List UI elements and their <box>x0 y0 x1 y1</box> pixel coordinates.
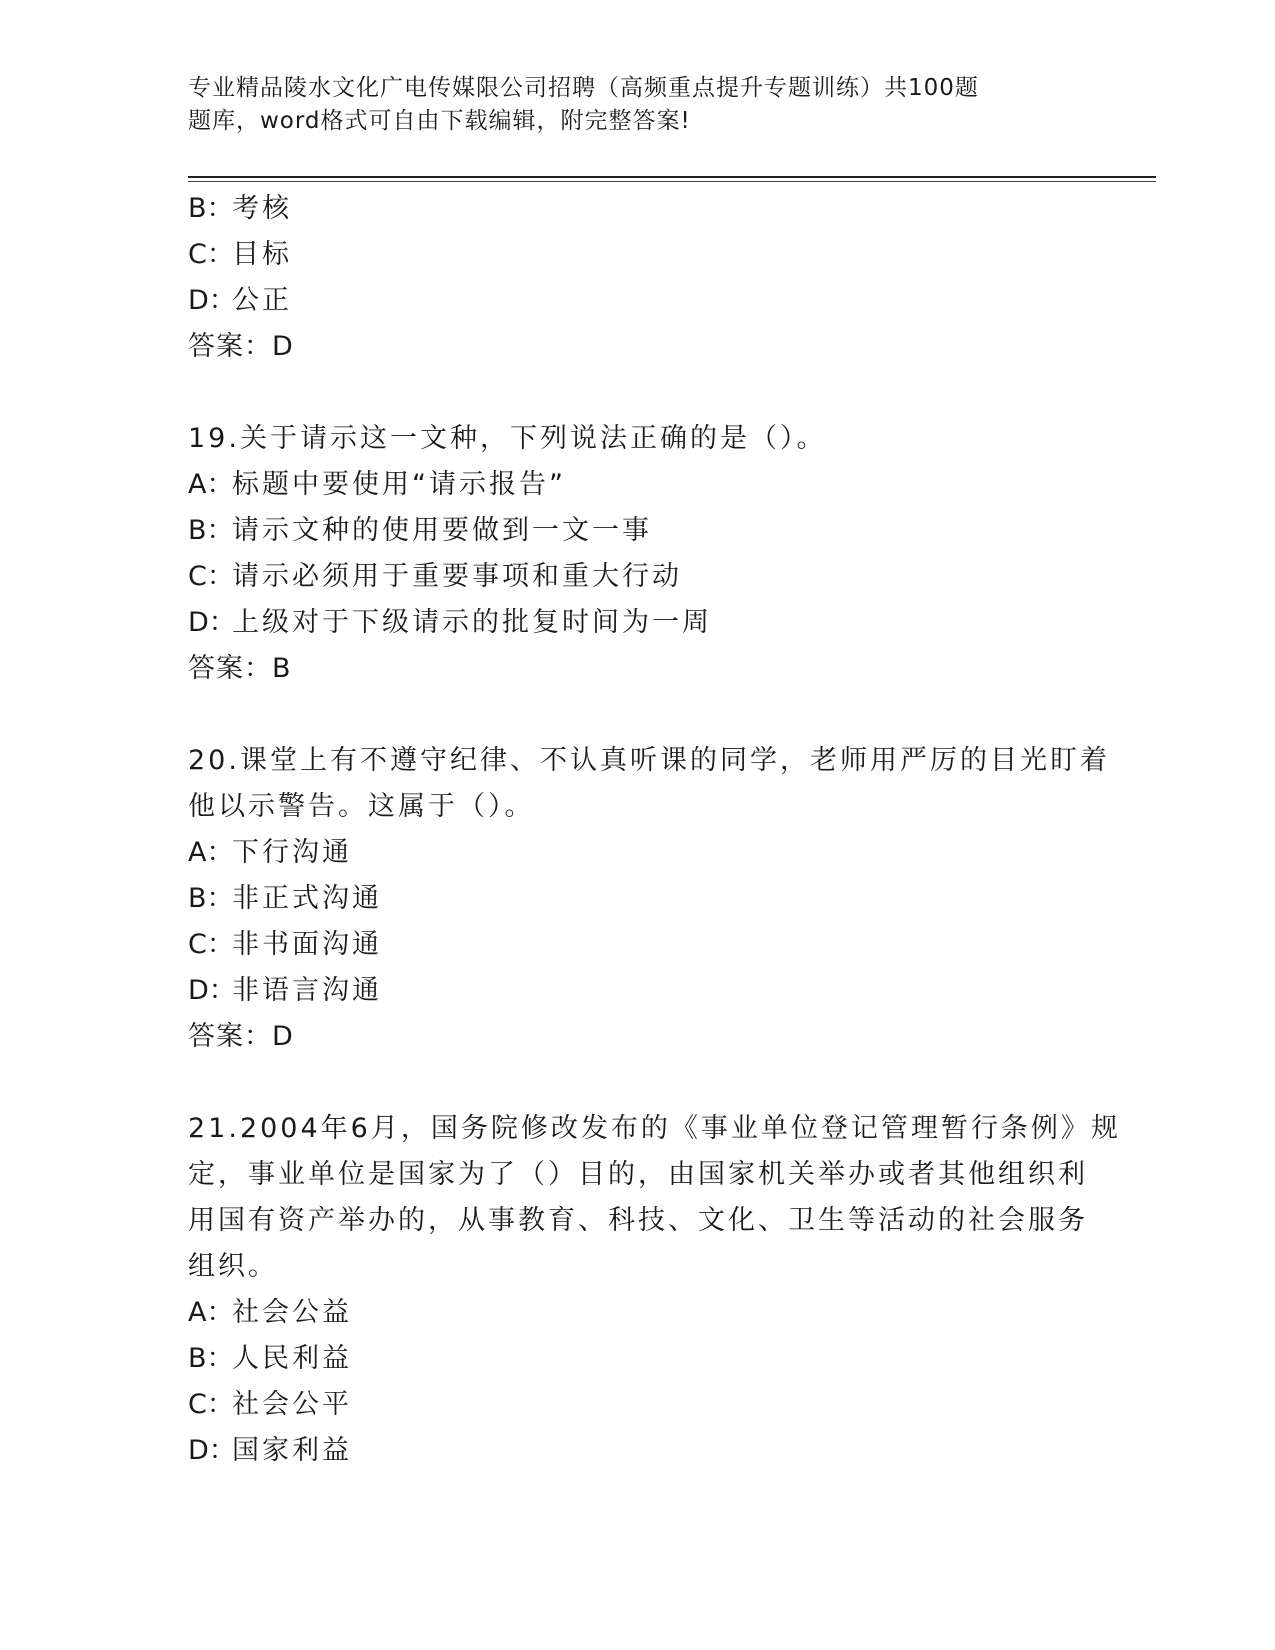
option-key: B： <box>188 515 234 546</box>
option-row <box>188 830 1088 876</box>
option-text: 非正式沟通 <box>232 883 382 914</box>
option-key: C： <box>188 561 234 592</box>
option-row <box>188 1336 1088 1382</box>
question-line: 20.课堂上有不遵守纪律、不认真听课的同学，老师用严厉的目光盯着 <box>188 745 1110 776</box>
answer-line: 答案：D <box>188 1021 294 1052</box>
option-row <box>188 600 1088 646</box>
question-text <box>188 738 1110 830</box>
option-key: B： <box>188 1343 234 1374</box>
option-text: 标题中要使用“请示报告” <box>232 469 566 500</box>
option-row <box>188 876 1088 922</box>
option-row <box>188 554 1088 600</box>
question-line: 他以示警告。这属于（）。 <box>188 791 535 822</box>
option-row <box>188 462 1088 508</box>
option-key: B： <box>188 883 234 914</box>
option-text: 目标 <box>232 239 292 270</box>
answer-line: 答案：B <box>188 653 292 684</box>
answer-line: 答案：D <box>188 331 294 362</box>
option-key: A： <box>188 837 234 868</box>
option-key: D： <box>188 285 236 316</box>
option-text: 请示必须用于重要事项和重大行动 <box>232 561 682 592</box>
option-text: 国家利益 <box>232 1435 352 1466</box>
option-row <box>188 508 1088 554</box>
header-divider-thick <box>188 176 1156 178</box>
option-key: A： <box>188 469 234 500</box>
question-line: 组织。 <box>188 1251 278 1282</box>
option-text: 请示文种的使用要做到一文一事 <box>232 515 652 546</box>
option-row <box>188 278 1088 324</box>
option-key: C： <box>188 239 234 270</box>
option-row <box>188 1382 1088 1428</box>
option-key: D： <box>188 975 236 1006</box>
option-text: 公正 <box>232 285 292 316</box>
question-line: 21.2004年6月，国务院修改发布的《事业单位登记管理暂行条例》规 <box>188 1113 1121 1144</box>
question-list <box>188 186 1121 1474</box>
document-header <box>188 72 1068 138</box>
option-row <box>188 968 1088 1014</box>
option-text: 社会公益 <box>232 1297 352 1328</box>
option-key: C： <box>188 929 234 960</box>
option-row <box>188 1428 1088 1474</box>
option-text: 非语言沟通 <box>232 975 382 1006</box>
question-line: 用国有资产举办的，从事教育、科技、文化、卫生等活动的社会服务 <box>188 1205 1088 1236</box>
option-text: 上级对于下级请示的批复时间为一周 <box>232 607 712 638</box>
header-line-1: 专业精品陵水文化广电传媒限公司招聘（高频重点提升专题训练）共100题 <box>188 75 979 101</box>
option-key: D： <box>188 607 236 638</box>
option-key: A： <box>188 1297 234 1328</box>
option-key: D： <box>188 1435 236 1466</box>
option-key: C： <box>188 1389 234 1420</box>
option-text: 考核 <box>232 193 292 224</box>
question-line: 定，事业单位是国家为了（）目的，由国家机关举办或者其他组织利 <box>188 1159 1088 1190</box>
option-text: 人民利益 <box>232 1343 352 1374</box>
option-row <box>188 1290 1088 1336</box>
option-text: 下行沟通 <box>232 837 352 868</box>
question-text <box>188 416 1088 462</box>
question-text <box>188 1106 1121 1290</box>
question-line: 19.关于请示这一文种，下列说法正确的是（）。 <box>188 423 827 454</box>
option-row <box>188 232 1088 278</box>
header-line-2: 题库，word格式可自由下载编辑，附完整答案! <box>188 108 691 134</box>
option-text: 社会公平 <box>232 1389 352 1420</box>
option-key: B： <box>188 193 234 224</box>
header-divider-thin <box>188 181 1156 182</box>
option-text: 非书面沟通 <box>232 929 382 960</box>
option-row <box>188 922 1088 968</box>
option-row <box>188 186 1088 232</box>
